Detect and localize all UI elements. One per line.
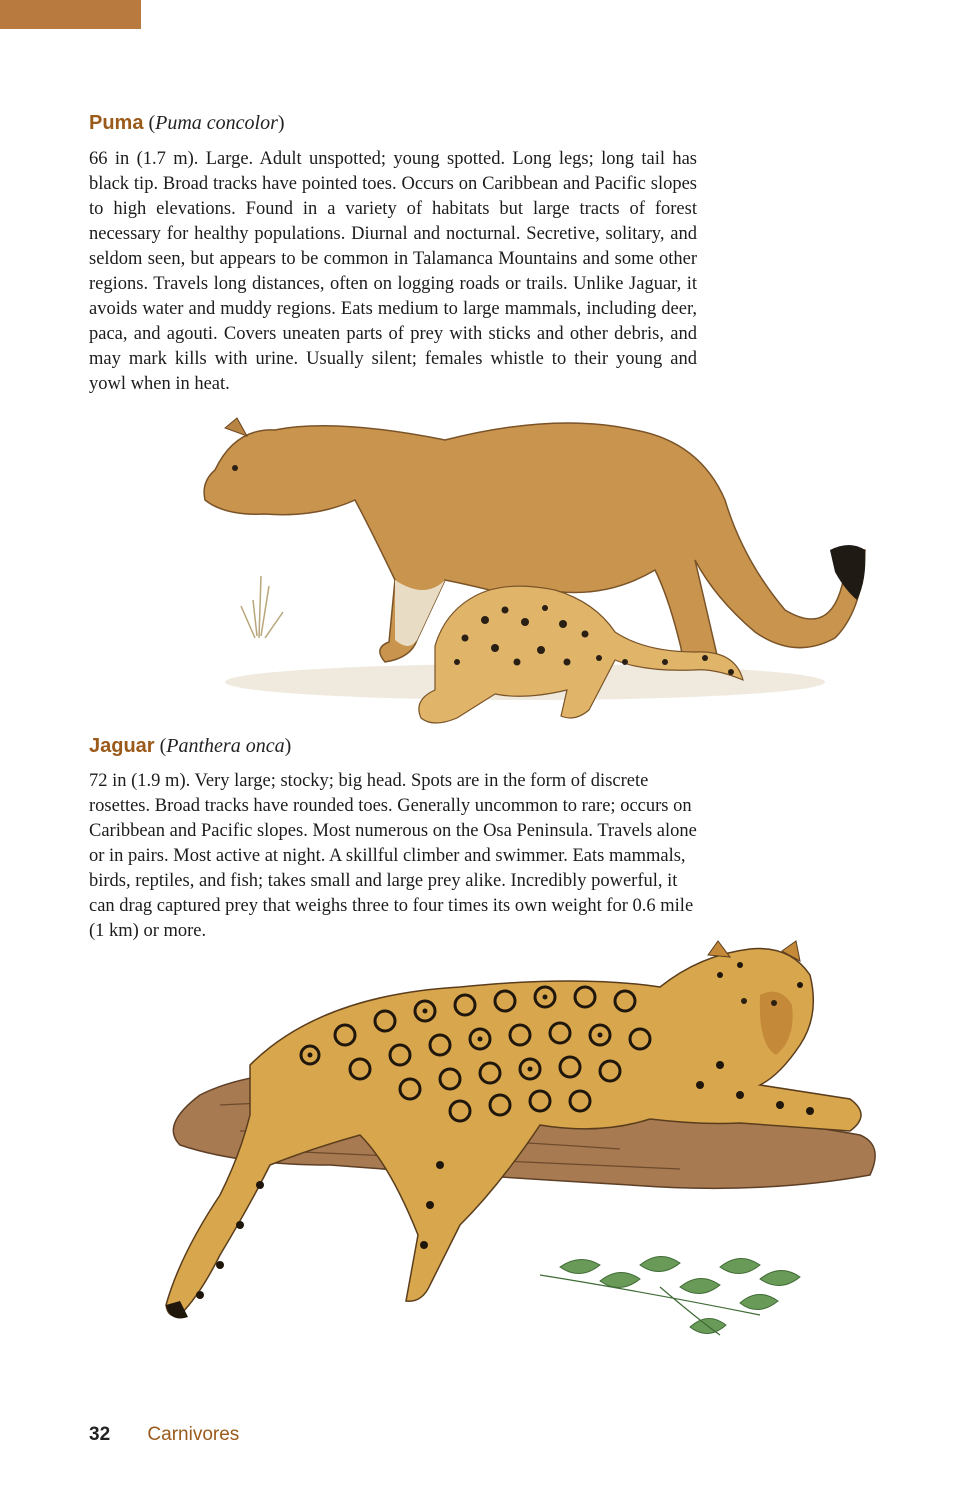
species-scientific-name: (Panthera onca)	[159, 735, 292, 757]
species-scientific-name: (Puma concolor)	[148, 112, 285, 134]
section-name: Carnivores	[147, 1424, 240, 1445]
puma-heading	[89, 111, 285, 135]
species-common-name: Puma	[89, 112, 144, 134]
page-number: 32	[89, 1424, 111, 1445]
jaguar-illustration	[160, 935, 900, 1395]
page-footer	[89, 1424, 239, 1446]
chapter-color-tab	[0, 0, 141, 29]
puma-illustration	[195, 400, 875, 735]
species-common-name: Jaguar	[89, 735, 155, 757]
jaguar-description: 72 in (1.9 m). Very large; stocky; big head. Spots are in the form of discrete rosettes. Broad tracks have rounded toes. Generally uncommon to rare; occurs on Caribbean and Pacific slopes. Most numerous on the Osa Peninsula. Travels alone or in pairs. Most active at night. A skillful climber and swimmer. Eats mammals, birds, reptiles, and fish; takes small and large prey alike. Incredibly powerful, it can drag captured prey that weighs three to four times its own weight for 0.6 mile (1 km) or more.	[89, 771, 697, 941]
jaguar-heading	[89, 734, 291, 758]
puma-description: 66 in (1.7 m). Large. Adult unspotted; young spotted. Long legs; long tail has black tip. Broad tracks have pointed toes. Occurs on Caribbean and Pacific slopes to high elevations. Found in a variety of habitats but large tracts of forest necessary for healthy populations. Diurnal and nocturnal. Secretive, solitary, and seldom seen, but appears to be common in Talamanca Mountains and some other regions. Travels long distances, often on logging roads or trails. Unlike Jaguar, it avoids water and muddy regions. Eats medium to large mammals, including deer, paca, and agouti. Covers uneaten parts of prey with sticks and other debris, and may mark kills with urine. Usually silent; females whistle to their young and yowl when in heat.	[89, 149, 697, 394]
